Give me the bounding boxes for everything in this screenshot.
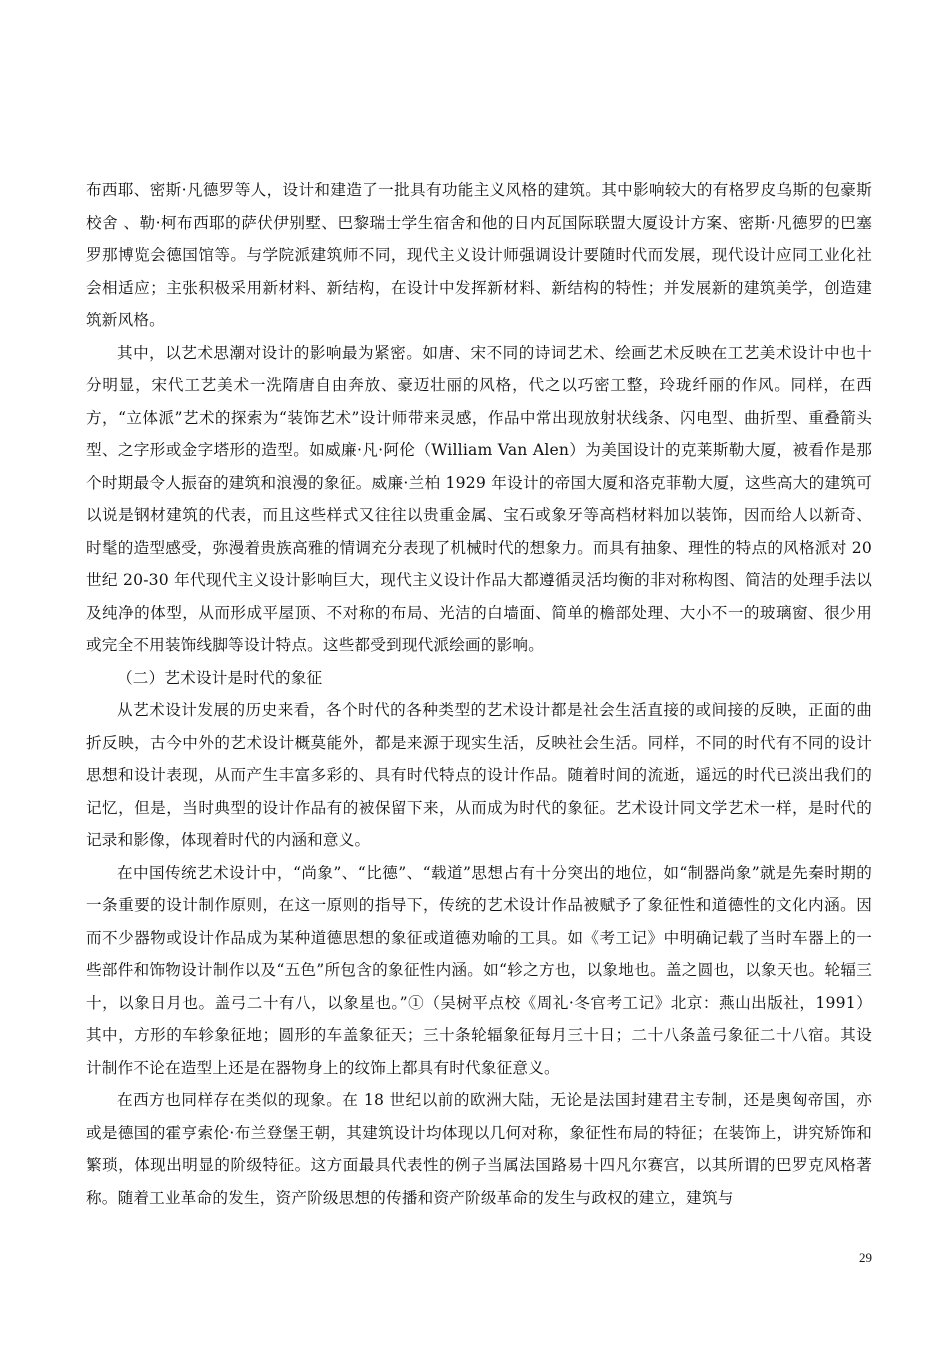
section-heading: （二）艺术设计是时代的象征 bbox=[117, 668, 323, 687]
paragraph-art-trends-influence: 其中，以艺术思潮对设计的影响最为紧密。如唐、宋不同的诗词艺术、绘画艺术反映在工艺美术设计中也十分明显，宋代工艺美术一洗隋唐自由奔放、豪迈壮丽的风格，代之以巧密工整，玲珑纤丽的作风。同样，在西方，“立体派”艺术的探索为“装饰艺术”设计师带来灵感，作品中常出现放射状线条、闪电型、曲折型、重叠箭头型、之字形或金字塔形的造型。如威廉·凡·阿伦（William Van Alen）为美国设计的克莱斯勒大厦，被看作是那个时期最令人振奋的建筑和浪漫的象征。威廉·兰柏 1929 年设计的帝国大厦和洛克菲勒大厦，这些高大的建筑可以说是钢材建筑的代表，而且这些样式又往往以贵重金属、宝石或象牙等高档材料加以装饰，因而给人以新奇、时髦的造型感受，弥漫着贵族高雅的情调充分表现了机械时代的想象力。而具有抽象、理性的特点的风格派对 20 世纪 20-30 年代现代主义设计影响巨大，现代主义设计作品大都遵循灵活均衡的非对称构图、简洁的处理手法以及纯净的体型，从而形成平屋顶、不对称的布局、光洁的白墙面、简单的檐部处理、大小不一的玻璃窗、很少用或完全不用装饰线脚等设计特点。这些都受到现代派绘画的影响。 bbox=[86, 343, 872, 654]
paragraph-chinese-tradition: 在中国传统艺术设计中，“尚象”、“比德”、“载道”思想占有十分突出的地位，如“制器尚象”就是先秦时期的一条重要的设计制作原则，在这一原则的指导下，传统的艺术设计作品被赋予了象征性和道德性的文化内涵。因而不少器物或设计作品成为某种道德思想的象征或道德劝喻的工具。如《考工记》中明确记载了当时车器上的一些部件和饰物设计制作以及“五色”所包含的象征性内涵。如“轸之方也，以象地也。盖之圆也，以象天也。轮辐三十，以象日月也。盖弓二十有八，以象星也。”①（吴树平点校《周礼·冬官考工记》北京：燕山出版社，1991）其中，方形的车轸象征地；圆形的车盖象征天；三十条轮辐象征每月三十日；二十八条盖弓象征二十八宿。其设计制作不论在造型上还是在器物身上的纹饰上都具有时代象征意义。 bbox=[86, 863, 872, 1077]
page-number: 29 bbox=[859, 1250, 872, 1265]
paragraph-modernist-architects: 布西耶、密斯·凡德罗等人，设计和建造了一批具有功能主义风格的建筑。其中影响较大的有格罗皮乌斯的包豪斯校舍 、勒·柯布西耶的萨伏伊别墅、巴黎瑞士学生宿舍和他的日内瓦国际联盟大厦设计方案、密斯·凡德罗的巴塞罗那博览会德国馆等。与学院派建筑师不同，现代主义设计师强调设计要随时代而发展，现代设计应同工业化社会相适应；主张积极采用新材料、新结构，在设计中发挥新材料、新结构的特性；并发展新的建筑美学，创造建筑新风格。 bbox=[86, 181, 872, 329]
document-body bbox=[86, 174, 872, 1214]
paragraph-era-symbol: 从艺术设计发展的历史来看，各个时代的各种类型的艺术设计都是社会生活直接的或间接的反映，正面的曲折反映，古今中外的艺术设计概莫能外，都是来源于现实生活，反映社会生活。同样，不同的时代有不同的设计思想和设计表现，从而产生丰富多彩的、具有时代特点的设计作品。随着时间的流逝，遥远的时代已淡出我们的记忆，但是，当时典型的设计作品有的被保留下来，从而成为时代的象征。艺术设计同文学艺术一样，是时代的记录和影像，体现着时代的内涵和意义。 bbox=[86, 701, 872, 849]
paragraph-western-example: 在西方也同样存在类似的现象。在 18 世纪以前的欧洲大陆，无论是法国封建君主专制，还是奥匈帝国，亦或是德国的霍亨索伦·布兰登堡王朝，其建筑设计均体现以几何对称，象征性布局的特征；在装饰上，讲究矫饰和繁琐，体现出明显的阶级特征。这方面最具代表性的例子当属法国路易十四凡尔赛宫，以其所谓的巴罗克风格著称。随着工业革命的发生，资产阶级思想的传播和资产阶级革命的发生与政权的建立，建筑与 bbox=[86, 1091, 872, 1207]
